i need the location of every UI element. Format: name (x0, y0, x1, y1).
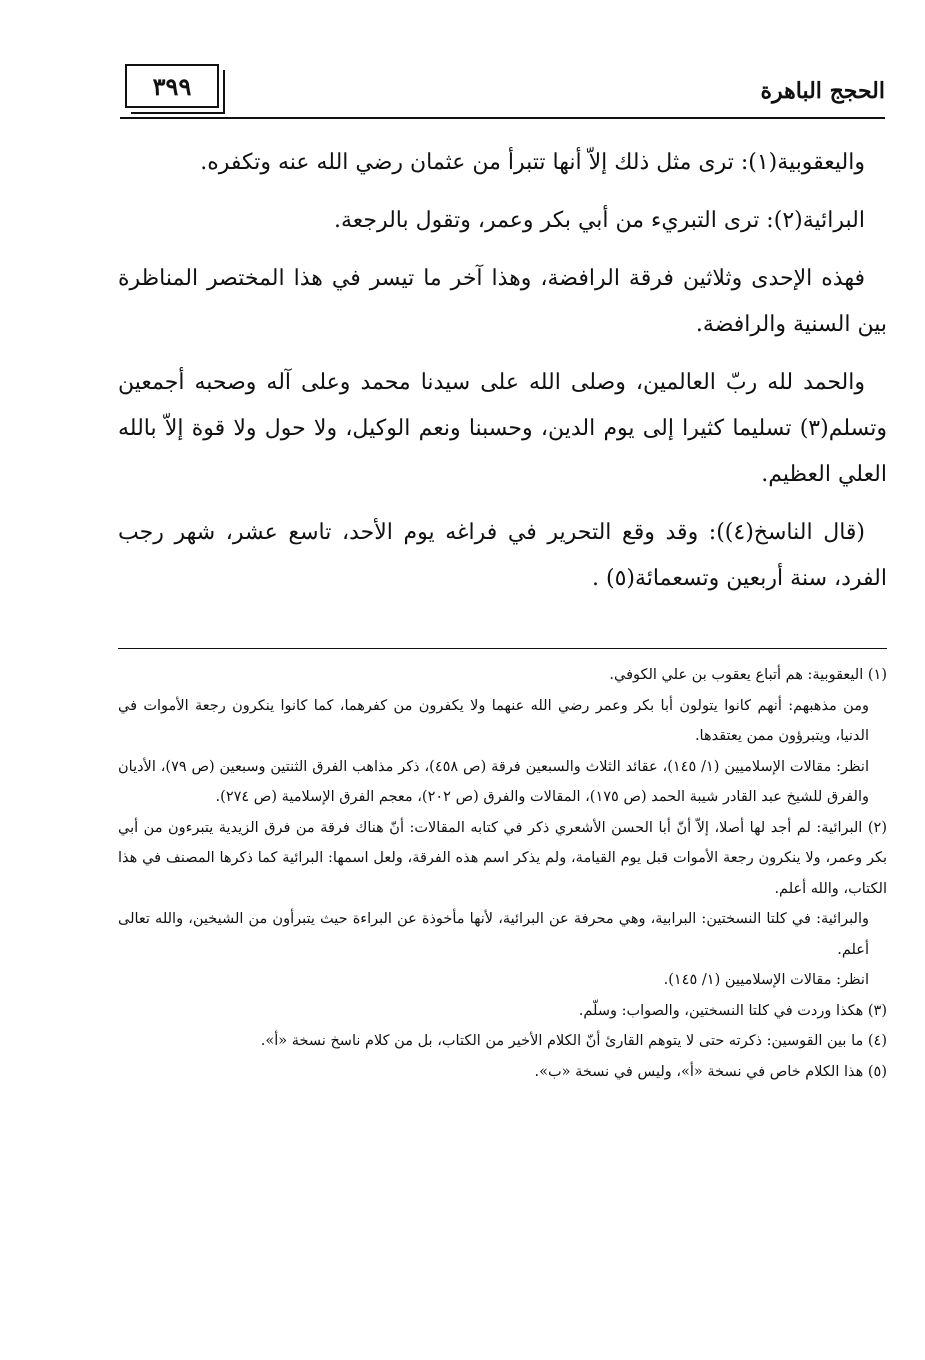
footnote-1-references: انظر: مقالات الإسلاميين (١/ ١٤٥)، عقائد الثلاث والسبعين فرقة (ص ٤٥٨)، ذكر مذاهب الفرق الثنتين وسبعين (ص ٧٩)، الأديان والفرق للشيخ عبد القادر شيبة الحمد (ص ١٧٥)، المقالات والفرق (ص ٢٠٢)، معجم الفرق الإسلامية (ص ٢٧٤). (118, 758, 869, 805)
footnote-2-references: انظر: مقالات الإسلاميين (١/ ١٤٥). (663, 972, 869, 988)
footnote-2 (118, 813, 887, 905)
main-text (118, 140, 887, 614)
footnote-mark: (٥) (867, 1063, 887, 1080)
page-number-box (125, 64, 219, 108)
footnote-text: هذا الكلام خاص في نسخة «أ»، وليس في نسخة «ب». (534, 1063, 864, 1080)
footnote-text: ما بين القوسين: ذكرته حتى لا يتوهم القارئ أنّ الكلام الأخير من الكتاب، بل من كلام ناسخ نسخة «أ». (260, 1033, 864, 1049)
footnote-4 (118, 1026, 887, 1057)
footnote-mark: (٤) (867, 1033, 887, 1049)
footnote-2-continuation: والبرائية: في كلتا النسختين: البرابية، وهي محرفة عن البرائية، لأنها مأخوذة عن البراءة حيث يتبرأون من الشيخين، والله تعالى أعلم. (118, 911, 869, 958)
paragraph: والحمد لله ربّ العالمين، وصلى الله على سيدنا محمد وعلى آله وصحبه أجمعين وتسلم(٣) تسليما كثيرا إلى يوم الدين، وحسبنا ونعم الوكيل، ولا حول ولا قوة إلاّ بالله العلي العظيم. (118, 370, 887, 487)
footnote-text: اليعقوبية: هم أتباع يعقوب بن علي الكوفي. (609, 667, 864, 683)
paragraph: (قال الناسخ(٤)): وقد وقع التحرير في فراغه يوم الأحد، تاسع عشر، شهر رجب الفرد، سنة أربعين وتسعمائة(٥) . (118, 520, 887, 591)
footnote-mark: (٣) (867, 1002, 887, 1019)
footnote-text: هكذا وردت في كلتا النسختين، والصواب: وسلّم. (578, 1002, 864, 1019)
footnote-5 (118, 1057, 887, 1088)
paragraph: فهذه الإحدى وثلاثين فرقة الرافضة، وهذا آخر ما تيسر في هذا المختصر المناظرة بين السنية والرافضة. (118, 266, 887, 337)
footnote-separator (118, 648, 887, 649)
footnote-text: البرائية: لم أجد لها أصلا، إلاّ أنّ أبا الحسن الأشعري ذكر في كتابه المقالات: أنّ هناك فرقة من فرق الزيدية يتبرءون من أبي بكر وعمر، ولا ينكرون رجعة الأموات قبل يوم القيامة، ولم يذكر اسم هذه الفرقة، ولعل اسمها: البرائية كما ذكرها المصنف في هذا الكتاب، والله أعلم. (118, 819, 887, 897)
footnotes (118, 660, 887, 1087)
running-title: الحجج الباهرة (760, 78, 885, 104)
footnote-mark: (١) (867, 667, 887, 683)
footnote-mark: (٢) (867, 819, 888, 836)
paragraph: واليعقوبية(١): ترى مثل ذلك إلاّ أنها تتبرأ من عثمان رضي الله عنه وتكفره. (200, 150, 865, 175)
header-rule (120, 117, 885, 119)
paragraph: البرائية(٢): ترى التبريء من أبي بكر وعمر، وتقول بالرجعة. (333, 208, 865, 233)
page-number: ٣٩٩ (152, 71, 192, 101)
page-header (120, 64, 885, 122)
footnote-1 (118, 660, 887, 691)
footnote-3 (118, 996, 887, 1027)
footnote-1-continuation: ومن مذهبهم: أنهم كانوا يتولون أبا بكر وعمر رضي الله عنهما ولا يكفرون من كفرهما، كما كانوا ينكرون رجعة الأموات في الدنيا، ويتبرؤون ممن يعتقدها. (118, 697, 869, 744)
